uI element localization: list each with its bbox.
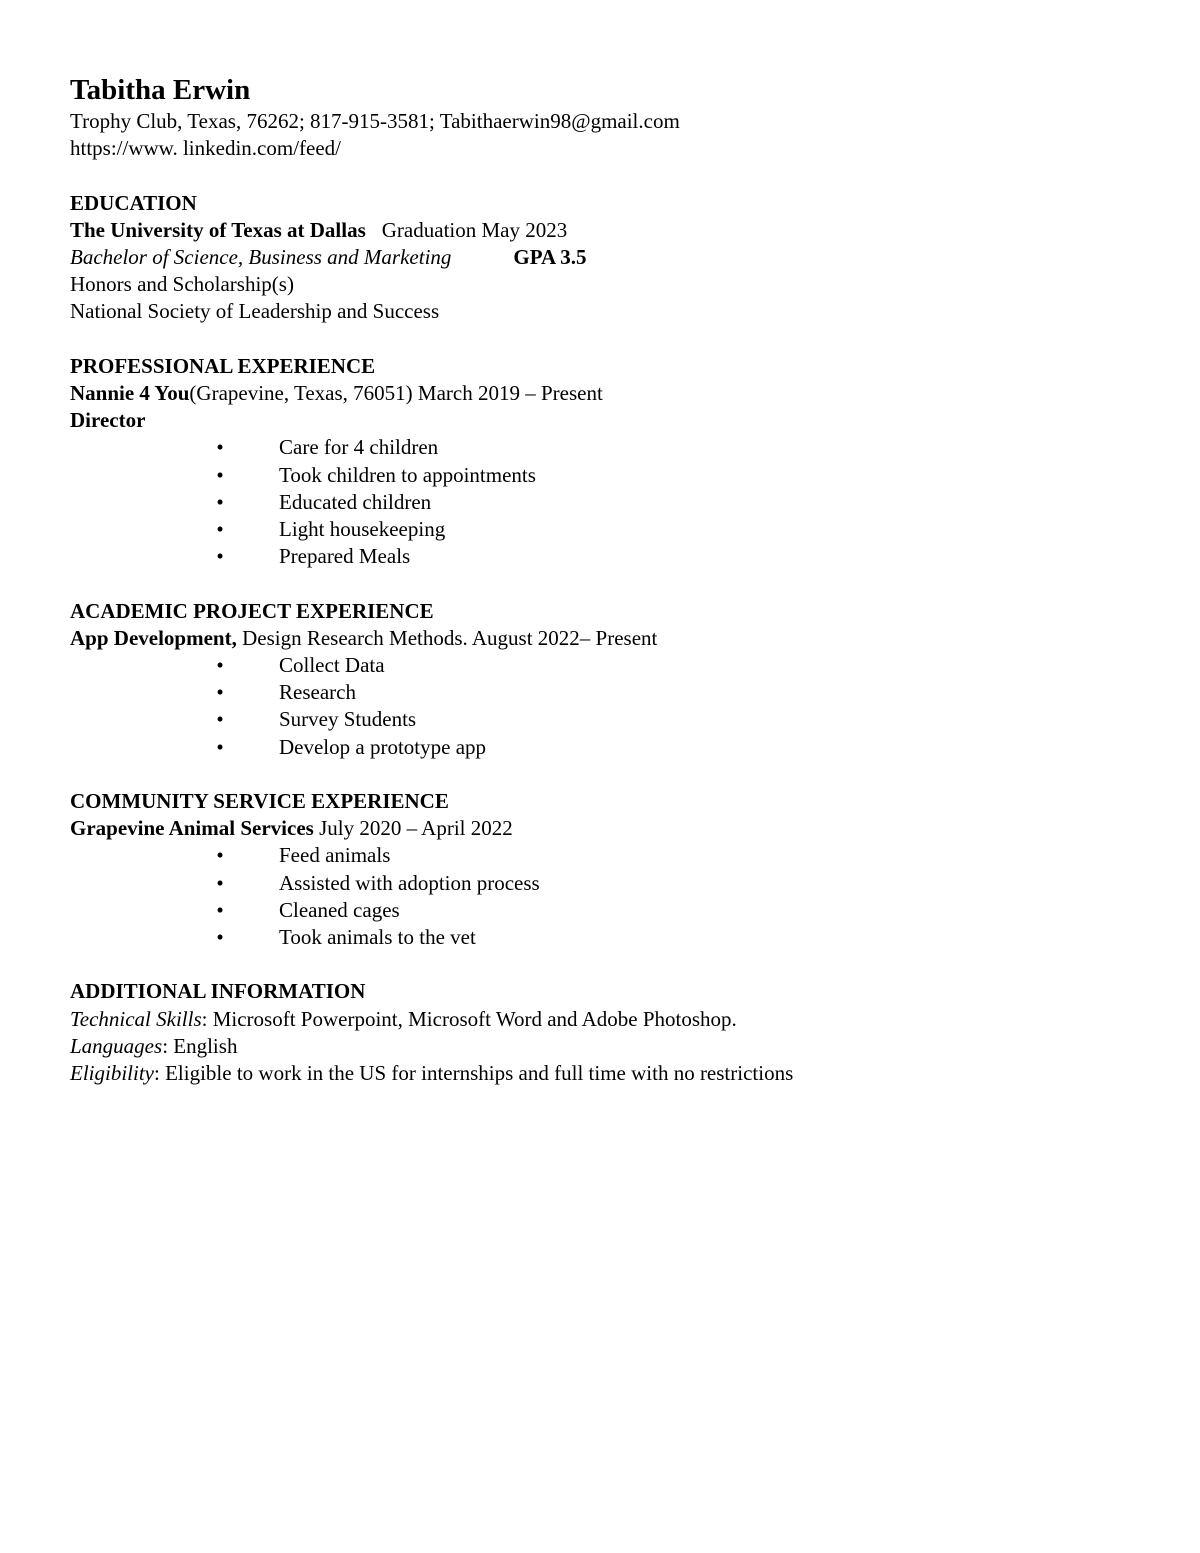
org-details: July 2020 – April 2022 — [313, 816, 513, 841]
skills-value: : Microsoft Powerpoint, Microsoft Word and Adobe Photoshop. — [201, 1006, 737, 1031]
education-heading: EDUCATION — [70, 190, 197, 215]
org-name: Grapevine Animal Services — [70, 816, 314, 841]
project-name: App Development, — [70, 625, 237, 650]
list-item: • Took animals to the vet — [70, 924, 1130, 951]
project-details: Design Research Methods. August 2022– Present — [236, 625, 658, 650]
academic-heading: ACADEMIC PROJECT EXPERIENCE — [70, 598, 434, 623]
bullet-icon: • — [216, 653, 224, 678]
org-line — [70, 815, 1130, 842]
list-item: • Cleaned cages — [70, 897, 1130, 924]
gpa-value: GPA 3.5 — [513, 245, 587, 269]
list-item: • Develop a prototype app — [70, 734, 1130, 761]
languages-value: : English — [162, 1033, 238, 1058]
community-heading: COMMUNITY SERVICE EXPERIENCE — [70, 789, 449, 814]
list-item: • Took children to appointments — [70, 462, 1130, 489]
spacer — [70, 951, 1130, 978]
professional-section — [70, 353, 1130, 571]
bullet-icon: • — [216, 544, 224, 569]
bullet-icon: • — [216, 489, 224, 514]
spacer — [70, 761, 1130, 788]
community-bullets — [70, 842, 1130, 951]
eligibility-label: Eligibility — [70, 1061, 154, 1086]
project-line — [70, 625, 1130, 652]
academic-section — [70, 598, 1130, 761]
education-section — [70, 190, 1130, 326]
additional-heading: ADDITIONAL INFORMATION — [70, 979, 366, 1004]
list-item: • Collect Data — [70, 652, 1130, 679]
school-name: The University of Texas at Dallas — [70, 217, 366, 242]
languages-line — [70, 1033, 1130, 1060]
community-section — [70, 788, 1130, 951]
contact-line: Trophy Club, Texas, 76262; 817-915-3581; Tabithaerwin98@gmail.com — [70, 109, 680, 133]
degree-line — [70, 244, 1130, 271]
eligibility-value: : Eligible to work in the US for internships and full time with no restrictions — [154, 1061, 794, 1086]
eligibility-line — [70, 1060, 1130, 1087]
linkedin-link[interactable]: https://www. linkedin.com/feed/ — [70, 136, 342, 161]
bullet-icon: • — [216, 734, 224, 759]
bullet-icon: • — [216, 707, 224, 732]
skills-label: Technical Skills — [70, 1006, 202, 1031]
spacer — [70, 326, 1130, 353]
list-item: • Assisted with adoption process — [70, 870, 1130, 897]
job-title: Director — [70, 408, 146, 433]
society-line: National Society of Leadership and Success — [70, 299, 440, 324]
bullet-icon: • — [216, 870, 224, 895]
list-item: • Educated children — [70, 489, 1130, 516]
honors-line: Honors and Scholarship(s) — [70, 272, 294, 297]
skills-line — [70, 1006, 1130, 1033]
spacer — [70, 570, 1130, 597]
bullet-icon: • — [216, 680, 224, 705]
graduation-date: Graduation May 2023 — [381, 217, 568, 242]
bullet-icon: • — [216, 925, 224, 950]
professional-bullets — [70, 434, 1130, 570]
employer-details: (Grapevine, Texas, 76051) March 2019 – Present — [189, 381, 603, 405]
list-item: • Care for 4 children — [70, 434, 1130, 461]
list-item: • Prepared Meals — [70, 543, 1130, 570]
school-line — [70, 217, 1130, 244]
spacer — [70, 162, 1130, 189]
list-item: • Survey Students — [70, 706, 1130, 733]
list-item: • Research — [70, 679, 1130, 706]
bullet-icon: • — [216, 517, 224, 542]
languages-label: Languages — [70, 1033, 163, 1058]
professional-heading: PROFESSIONAL EXPERIENCE — [70, 353, 376, 378]
additional-section — [70, 978, 1130, 1087]
employer-line — [70, 380, 1130, 407]
bullet-icon: • — [216, 462, 224, 487]
degree-name: Bachelor of Science, Business and Marketing — [70, 245, 452, 269]
bullet-icon: • — [216, 843, 224, 868]
list-item: • Feed animals — [70, 842, 1130, 869]
academic-bullets — [70, 652, 1130, 761]
list-item: • Light housekeeping — [70, 516, 1130, 543]
bullet-icon: • — [216, 435, 224, 460]
employer-name: Nannie 4 You — [70, 381, 190, 405]
resume-page — [70, 72, 1130, 1087]
bullet-icon: • — [216, 897, 224, 922]
candidate-name: Tabitha Erwin — [70, 74, 251, 106]
